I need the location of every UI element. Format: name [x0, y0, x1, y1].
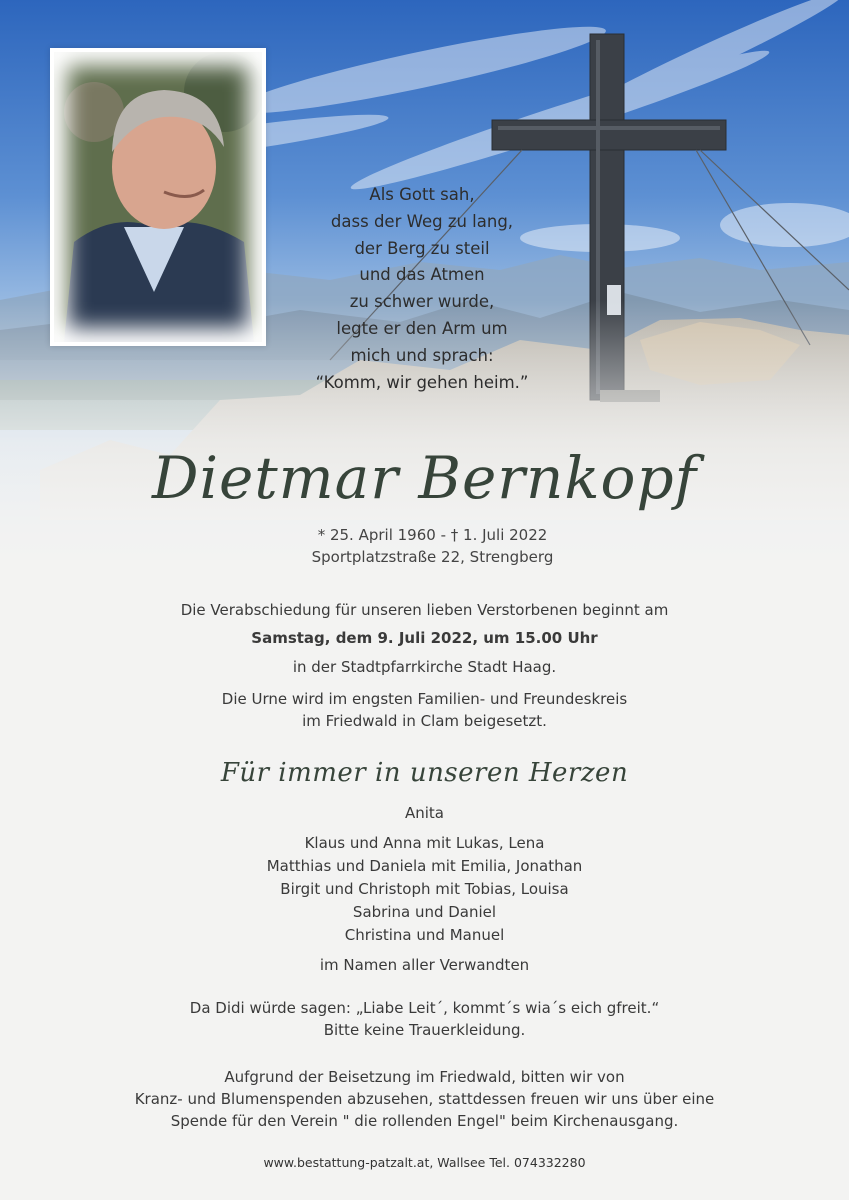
family-member: Matthias und Daniela mit Emilia, Jonathan [266, 857, 583, 875]
poem-line: mich und sprach: [350, 345, 494, 365]
dress-code-note: Bitte keine Trauerkleidung. [323, 1021, 526, 1039]
donation-line: Spende für den Verein " die rollenden Engel" beim Kirchenausgang. [170, 1112, 679, 1130]
life-dates: * 25. April 1960 - † 1. Juli 2022 [317, 526, 548, 544]
urn-line: Die Urne wird im engsten Familien- und Freundeskreis [221, 690, 628, 708]
family-member: Sabrina und Daniel [352, 903, 497, 921]
family-member: Birgit und Christoph mit Tobias, Louisa [280, 880, 569, 898]
ceremony-date: Samstag, dem 9. Juli 2022, um 15.00 Uhr [251, 629, 598, 647]
ceremony-intro: Die Verabschiedung für unseren lieben Verstorbenen beginnt am [180, 601, 669, 619]
family-member: Christina und Manuel [344, 926, 505, 944]
donation-line: Kranz- und Blumenspenden abzusehen, stattdessen freuen wir uns über eine [134, 1090, 715, 1108]
poem-line: Als Gott sah, [369, 185, 475, 204]
poem-line: zu schwer wurde, [349, 292, 495, 312]
urn-line: im Friedwald in Clam beigesetzt. [302, 712, 547, 730]
donation-line: Aufgrund der Beisetzung im Friedwald, bitten wir von [224, 1068, 625, 1086]
funeral-home-footer: www.bestattung-patzalt.at, Wallsee Tel. 074332280 [263, 1155, 586, 1170]
quote-line: Da Didi würde sagen: „Liabe Leit´, kommt´s wia´s eich gfreit.“ [189, 999, 660, 1017]
poem-line: und das Atmen [359, 265, 485, 285]
poem-line: der Berg zu steil [354, 238, 490, 258]
quote-block [0, 997, 849, 1041]
address: Sportplatzstraße 22, Strengberg [311, 548, 554, 566]
life-dates-block [0, 524, 849, 568]
ceremony-info [0, 599, 849, 732]
poem-line: legte er den Arm um [336, 318, 508, 338]
memorial-motto: Für immer in unseren Herzen [220, 758, 629, 788]
poem-line: “Komm, wir gehen heim.” [315, 372, 529, 392]
portrait-photo [54, 52, 262, 342]
donation-note [0, 1066, 849, 1132]
deceased-name: Dietmar Bernkopf [151, 444, 698, 512]
family-closing: im Namen aller Verwandten [319, 956, 530, 974]
memorial-poem [300, 182, 544, 396]
spouse-name: Anita [404, 804, 444, 822]
family-member: Klaus und Anna mit Lukas, Lena [304, 834, 545, 852]
poem-line: dass der Weg zu lang, [330, 211, 514, 231]
portrait-frame [50, 48, 266, 346]
ceremony-place: in der Stadtpfarrkirche Stadt Haag. [292, 658, 557, 676]
mourners-list [0, 802, 849, 977]
urn-info [0, 688, 849, 732]
